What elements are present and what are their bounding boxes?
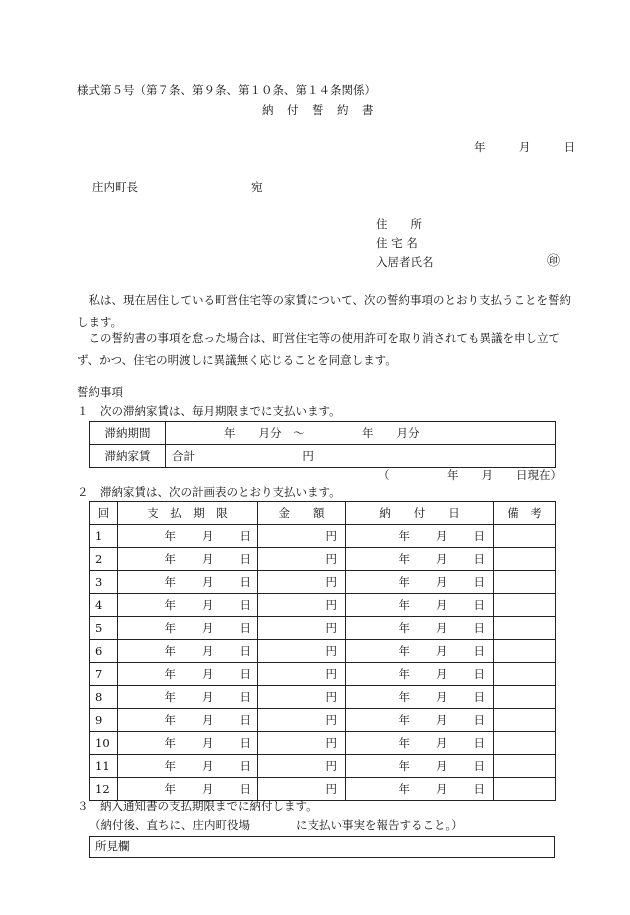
- paid-date-cell[interactable]: [346, 778, 494, 801]
- remarks-cell[interactable]: [494, 617, 556, 640]
- remarks-cell[interactable]: [494, 778, 556, 801]
- due-date-cell[interactable]: [118, 594, 258, 617]
- amount-yen: 円: [325, 598, 337, 612]
- paid-month: 月: [436, 713, 448, 727]
- seal-mark: ㊞: [547, 254, 561, 269]
- due-month: 月: [202, 575, 214, 589]
- paid-year: 年: [398, 782, 410, 796]
- item1-text: １ 次の滞納家賃は、毎月期限までに支払います。: [77, 404, 341, 418]
- paid-month: 月: [436, 736, 448, 750]
- due-year: 年: [164, 644, 176, 658]
- remarks-label: 所見欄: [95, 839, 130, 853]
- amount-cell[interactable]: [258, 686, 346, 709]
- table-row: [90, 548, 556, 571]
- col-header-amount: 金 額: [258, 502, 346, 525]
- due-day: 日: [239, 759, 251, 773]
- table-row: [90, 709, 556, 732]
- paid-day: 日: [473, 782, 485, 796]
- amount-cell[interactable]: [258, 594, 346, 617]
- paid-month: 月: [436, 667, 448, 681]
- col-header-no: 回: [90, 502, 118, 525]
- item3-note: （納付後、直ちに、庄内町役場 に支払い事実を報告すること。）: [89, 818, 463, 832]
- paid-year: 年: [398, 690, 410, 704]
- due-year: 年: [164, 552, 176, 566]
- paid-date-cell[interactable]: [346, 594, 494, 617]
- paid-day: 日: [473, 644, 485, 658]
- due-day: 日: [239, 713, 251, 727]
- table-row: [90, 686, 556, 709]
- addressee-suffix: 宛: [251, 180, 263, 194]
- due-year: 年: [164, 736, 176, 750]
- amount-yen: 円: [325, 575, 337, 589]
- paid-month: 月: [436, 644, 448, 658]
- table-row: [90, 594, 556, 617]
- paid-date-cell[interactable]: [346, 709, 494, 732]
- rent-total-label: 合計: [172, 449, 195, 463]
- due-day: 日: [239, 667, 251, 681]
- item2-text: ２ 滞納家賃は、次の計画表のとおり支払います。: [77, 485, 341, 499]
- pledge-heading: 誓約事項: [77, 385, 123, 399]
- due-date-cell[interactable]: [118, 571, 258, 594]
- table-row: [90, 663, 556, 686]
- col-header-due: 支 払 期 限: [118, 502, 258, 525]
- amount-cell[interactable]: [258, 709, 346, 732]
- paid-date-cell[interactable]: [346, 548, 494, 571]
- applicant-name-label: 入居者氏名: [376, 255, 434, 269]
- due-date-cell[interactable]: [118, 709, 258, 732]
- remarks-cell[interactable]: [494, 755, 556, 778]
- paid-year: 年: [398, 736, 410, 750]
- amount-yen: 円: [325, 529, 337, 543]
- remarks-cell[interactable]: [494, 548, 556, 571]
- row-number: 8: [90, 686, 118, 709]
- paid-year: 年: [398, 529, 410, 543]
- due-date-cell[interactable]: [118, 548, 258, 571]
- paid-date-cell[interactable]: [346, 525, 494, 548]
- due-year: 年: [164, 621, 176, 635]
- row-number: 3: [90, 571, 118, 594]
- due-date-cell[interactable]: [118, 732, 258, 755]
- header-date-month: 月: [518, 140, 531, 154]
- paid-day: 日: [473, 529, 485, 543]
- paid-month: 月: [436, 690, 448, 704]
- table-row: [90, 617, 556, 640]
- row-number: 1: [90, 525, 118, 548]
- header-date-year: 年: [474, 140, 486, 154]
- paid-day: 日: [473, 713, 485, 727]
- due-date-cell[interactable]: [118, 663, 258, 686]
- paid-date-cell[interactable]: [346, 617, 494, 640]
- due-day: 日: [239, 529, 251, 543]
- paid-day: 日: [473, 621, 485, 635]
- paid-day: 日: [473, 598, 485, 612]
- amount-yen: 円: [325, 667, 337, 681]
- amount-cell[interactable]: [258, 617, 346, 640]
- remarks-cell[interactable]: [494, 686, 556, 709]
- form-number: 様式第５号（第７条、第９条、第１０条、第１４条関係）: [77, 83, 376, 97]
- amount-yen: 円: [325, 736, 337, 750]
- period-label: 滞納期間: [90, 422, 166, 445]
- due-year: 年: [164, 529, 176, 543]
- body-paragraph-2: この誓約書の事項を怠った場合は、町営住宅等の使用許可を取り消されても異議を申し立てず、かつ、住宅の明渡しに異議無く応じることを同意します。: [77, 331, 560, 367]
- amount-yen: 円: [325, 713, 337, 727]
- paid-date-cell[interactable]: [346, 686, 494, 709]
- due-year: 年: [164, 782, 176, 796]
- paid-day: 日: [473, 667, 485, 681]
- due-day: 日: [239, 690, 251, 704]
- amount-cell[interactable]: [258, 571, 346, 594]
- due-month: 月: [202, 529, 214, 543]
- remarks-cell[interactable]: [494, 732, 556, 755]
- addressee-name: 庄内町長: [92, 180, 138, 194]
- paid-month: 月: [436, 782, 448, 796]
- amount-cell[interactable]: [258, 778, 346, 801]
- paid-date-cell[interactable]: [346, 732, 494, 755]
- due-date-cell[interactable]: [118, 755, 258, 778]
- row-number: 6: [90, 640, 118, 663]
- row-number: 5: [90, 617, 118, 640]
- due-month: 月: [202, 782, 214, 796]
- table-header-row: [90, 502, 556, 525]
- amount-yen: 円: [325, 782, 337, 796]
- paid-year: 年: [398, 598, 410, 612]
- table-row: [90, 778, 556, 801]
- due-month: 月: [202, 598, 214, 612]
- paid-year: 年: [398, 713, 410, 727]
- table-row: [90, 755, 556, 778]
- amount-yen: 円: [325, 552, 337, 566]
- paid-year: 年: [398, 759, 410, 773]
- table-row: [90, 571, 556, 594]
- due-day: 日: [239, 598, 251, 612]
- due-day: 日: [239, 621, 251, 635]
- amount-cell[interactable]: [258, 525, 346, 548]
- row-number: 9: [90, 709, 118, 732]
- paid-day: 日: [473, 552, 485, 566]
- due-year: 年: [164, 598, 176, 612]
- due-day: 日: [239, 575, 251, 589]
- paid-year: 年: [398, 621, 410, 635]
- row-number: 12: [90, 778, 118, 801]
- col-header-remarks: 備 考: [494, 502, 556, 525]
- paid-year: 年: [398, 575, 410, 589]
- period-value[interactable]: 年 月分 〜 年 月分: [166, 422, 556, 445]
- item3-text: ３ 納入通知書の支払期限までに納付します。: [77, 799, 318, 813]
- document-title: 納 付 誓 約 書: [262, 103, 375, 117]
- row-number: 10: [90, 732, 118, 755]
- remarks-cell[interactable]: [494, 571, 556, 594]
- paid-date-cell[interactable]: [346, 571, 494, 594]
- paid-month: 月: [436, 621, 448, 635]
- applicant-address-label: 住 所: [376, 217, 422, 231]
- row-number: 11: [90, 755, 118, 778]
- table-row: [90, 422, 556, 445]
- paid-day: 日: [473, 736, 485, 750]
- applicant-house-label: 住 宅 名: [376, 236, 418, 250]
- amount-yen: 円: [325, 644, 337, 658]
- remarks-cell[interactable]: [494, 594, 556, 617]
- remarks-cell[interactable]: [494, 709, 556, 732]
- due-month: 月: [202, 667, 214, 681]
- remarks-cell[interactable]: [494, 525, 556, 548]
- remarks-cell[interactable]: [494, 663, 556, 686]
- table-row: [90, 640, 556, 663]
- due-year: 年: [164, 690, 176, 704]
- paid-month: 月: [436, 552, 448, 566]
- row-number: 4: [90, 594, 118, 617]
- row-number: 7: [90, 663, 118, 686]
- table-row: [90, 732, 556, 755]
- body-paragraph-1: 私は、現在居住している町営住宅等の家賃について、次の誓約事項のとおり支払うことを誓約します。: [77, 293, 572, 329]
- as-of-date: （ 年 月 日現在）: [378, 468, 562, 482]
- due-day: 日: [239, 736, 251, 750]
- due-date-cell[interactable]: [118, 617, 258, 640]
- paid-date-cell[interactable]: [346, 640, 494, 663]
- due-month: 月: [202, 690, 214, 704]
- due-year: 年: [164, 759, 176, 773]
- table-row: [90, 445, 556, 468]
- paid-year: 年: [398, 552, 410, 566]
- paid-month: 月: [436, 529, 448, 543]
- row-number: 2: [90, 548, 118, 571]
- due-day: 日: [239, 644, 251, 658]
- remarks-box[interactable]: [89, 836, 555, 858]
- due-date-cell[interactable]: [118, 778, 258, 801]
- due-year: 年: [164, 713, 176, 727]
- paid-month: 月: [436, 759, 448, 773]
- rent-value[interactable]: [166, 445, 556, 468]
- due-day: 日: [239, 552, 251, 566]
- remarks-cell[interactable]: [494, 640, 556, 663]
- rent-label: 滞納家賃: [90, 445, 166, 468]
- due-month: 月: [202, 713, 214, 727]
- paid-date-cell[interactable]: [346, 663, 494, 686]
- table-row: [90, 525, 556, 548]
- col-header-paid-date: 納 付 日: [346, 502, 494, 525]
- amount-cell[interactable]: [258, 755, 346, 778]
- paid-day: 日: [473, 690, 485, 704]
- due-date-cell[interactable]: [118, 686, 258, 709]
- rent-yen-label: 円: [302, 449, 314, 463]
- paid-month: 月: [436, 598, 448, 612]
- paid-year: 年: [398, 667, 410, 681]
- payment-schedule-table: [89, 501, 556, 801]
- due-day: 日: [239, 782, 251, 796]
- due-year: 年: [164, 575, 176, 589]
- due-month: 月: [202, 621, 214, 635]
- due-year: 年: [164, 667, 176, 681]
- due-date-cell[interactable]: [118, 525, 258, 548]
- paid-day: 日: [473, 759, 485, 773]
- arrears-table: [89, 421, 556, 468]
- amount-yen: 円: [325, 759, 337, 773]
- due-month: 月: [202, 552, 214, 566]
- paid-date-cell[interactable]: [346, 755, 494, 778]
- amount-yen: 円: [325, 690, 337, 704]
- header-date: [474, 141, 575, 155]
- amount-cell[interactable]: [258, 663, 346, 686]
- paid-day: 日: [473, 575, 485, 589]
- amount-cell[interactable]: [258, 548, 346, 571]
- header-date-day: 日: [563, 140, 576, 154]
- due-month: 月: [202, 759, 214, 773]
- amount-cell[interactable]: [258, 640, 346, 663]
- amount-yen: 円: [325, 621, 337, 635]
- due-month: 月: [202, 736, 214, 750]
- due-date-cell[interactable]: [118, 640, 258, 663]
- due-month: 月: [202, 644, 214, 658]
- paid-month: 月: [436, 575, 448, 589]
- amount-cell[interactable]: [258, 732, 346, 755]
- paid-year: 年: [398, 644, 410, 658]
